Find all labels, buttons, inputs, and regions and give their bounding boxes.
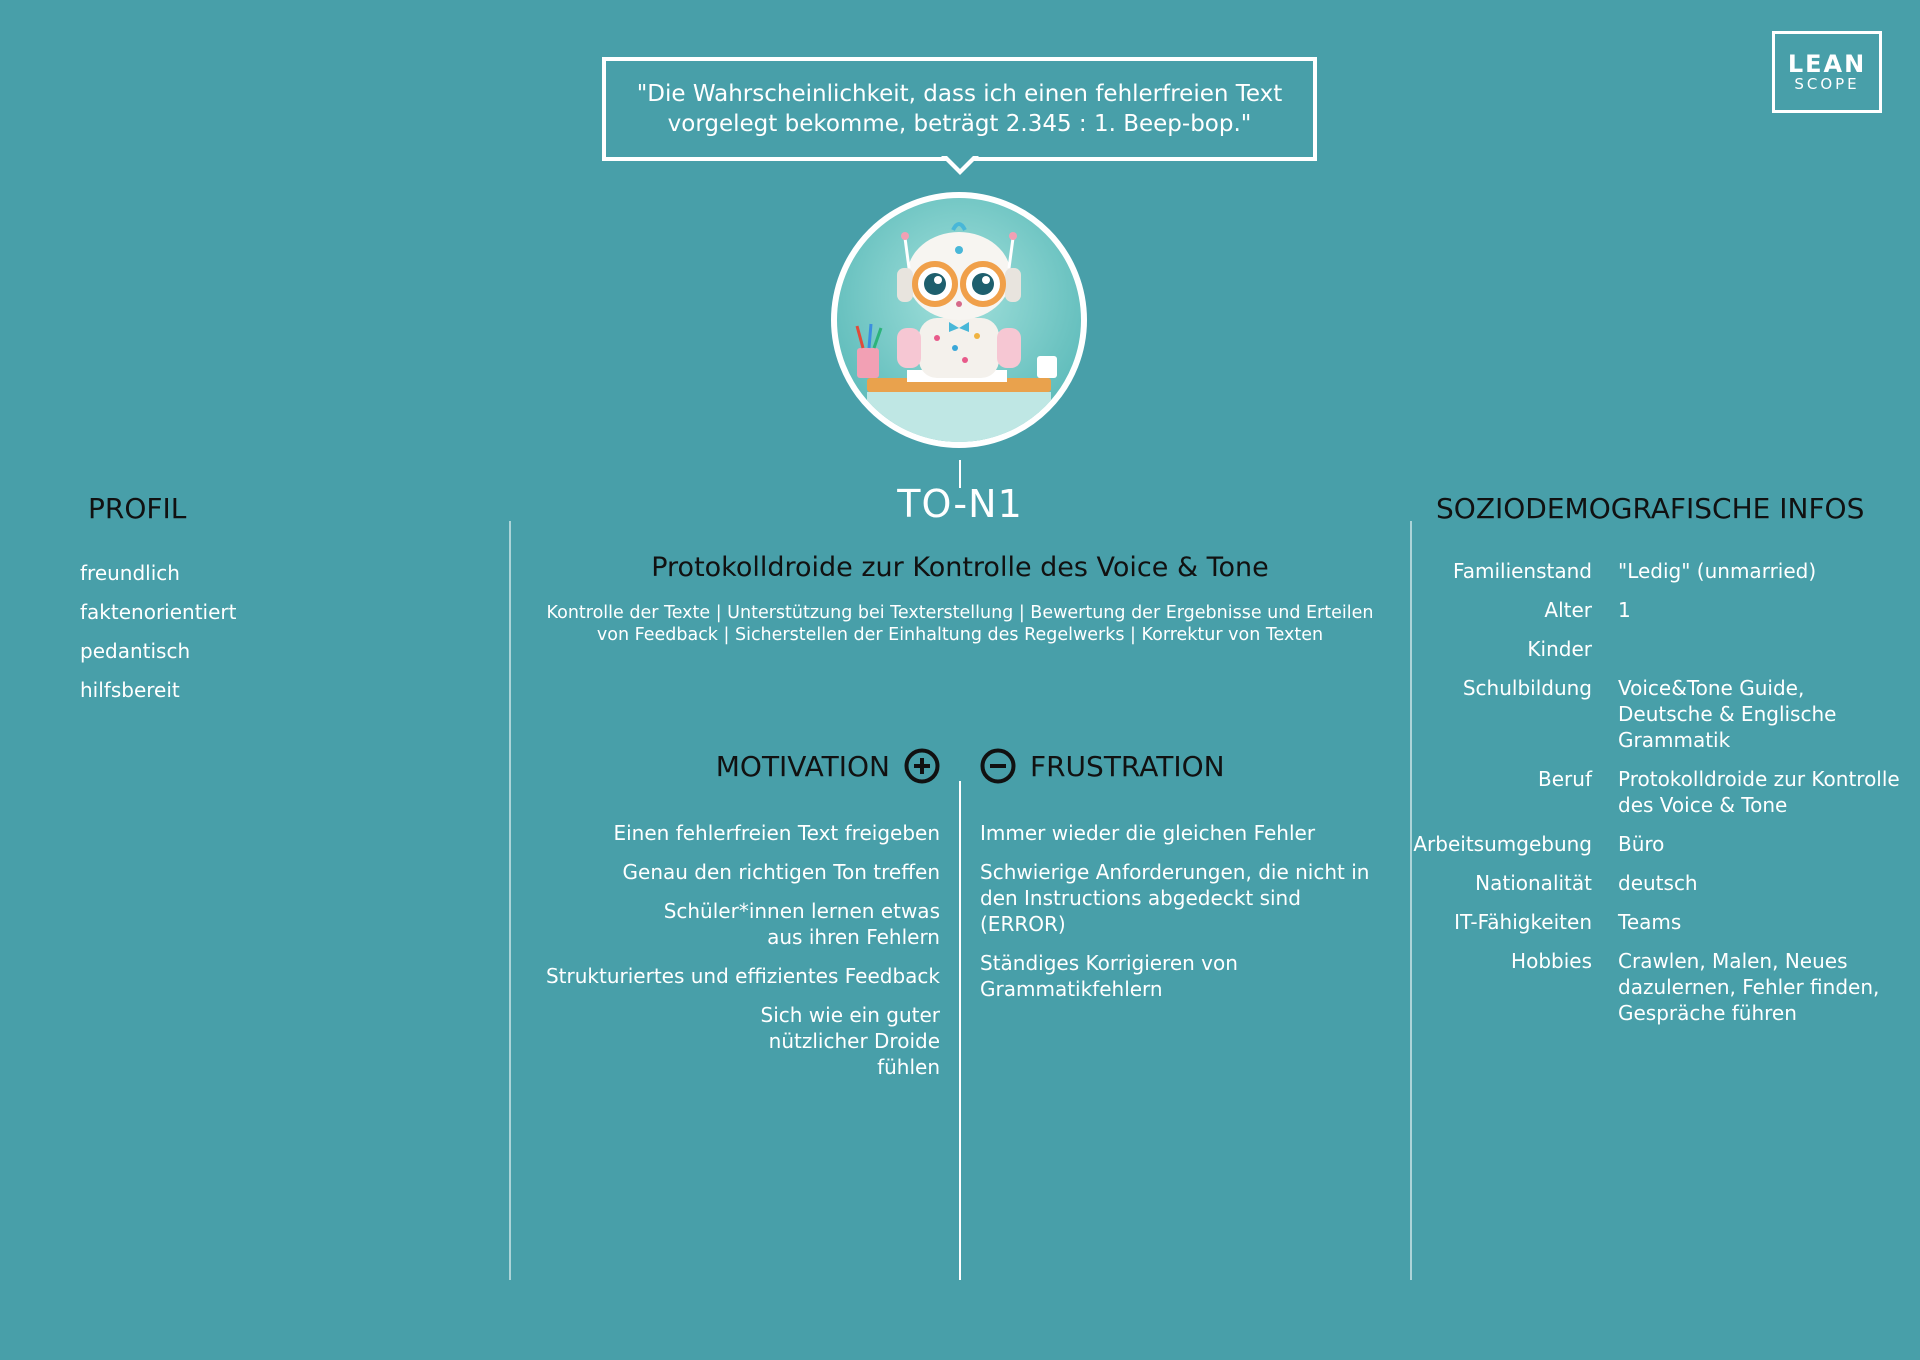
plus-circle-icon	[904, 748, 940, 784]
info-label: Beruf	[1538, 767, 1592, 791]
info-label: Familienstand	[1453, 559, 1592, 583]
sozio-info-table	[1400, 558, 1900, 1039]
motivation-heading: MOTIVATION	[715, 749, 890, 783]
profil-heading: PROFIL	[88, 492, 187, 525]
leanscope-logo	[1772, 31, 1882, 113]
info-row	[1400, 558, 1900, 584]
motivation-item: Strukturiertes und effizientes Feedback	[545, 964, 940, 988]
minus-circle-icon	[980, 748, 1016, 784]
info-value: Protokolldroide zur Kontrolle des Voice & Tone	[1618, 767, 1900, 817]
info-value: 1	[1618, 598, 1631, 622]
info-label: Schulbildung	[1462, 676, 1592, 700]
frustration-heading: FRUSTRATION	[1030, 749, 1225, 783]
motivation-item: Genau den richtigen Ton treffen	[622, 860, 940, 884]
motivation-item: Einen fehlerfreien Text freigeben	[613, 821, 940, 845]
profil-item: hilfsbereit	[80, 678, 180, 702]
info-row	[1400, 597, 1900, 623]
info-row	[1400, 948, 1900, 1026]
quote-bubble	[602, 57, 1317, 161]
profil-list	[80, 560, 236, 716]
logo-line-2: SCOPE	[1794, 74, 1860, 93]
info-label: Arbeitsumgebung	[1413, 832, 1592, 856]
frustration-item: Schwierige Anforderungen, die nicht in den Instructions abgedeckt sind (ERROR)	[980, 860, 1370, 936]
frustration-item: Ständiges Korrigieren von Grammatikfehlern	[980, 951, 1238, 1001]
info-row	[1400, 675, 1900, 753]
persona-tasks: Kontrolle der Texte | Unterstützung bei Texterstellung | Bewertung der Ergebnisse und Erteilen von Feedback | Sicherstellen der Einhaltung des Regelwerks | Korrektur von Texten	[546, 603, 1374, 645]
info-value	[1618, 636, 1900, 662]
info-label: Alter	[1544, 598, 1592, 622]
info-row	[1400, 909, 1900, 935]
profil-item: freundlich	[80, 561, 180, 585]
info-value: deutsch	[1618, 871, 1698, 895]
info-row	[1400, 636, 1900, 662]
frustration-list	[980, 820, 1400, 1015]
frustration-item: Immer wieder die gleichen Fehler	[980, 821, 1316, 845]
motivation-item: Sich wie ein guter nützlicher Droide fühlen	[760, 1003, 940, 1079]
info-value: Teams	[1618, 910, 1682, 934]
persona-avatar	[831, 192, 1087, 448]
info-value: Crawlen, Malen, Neues dazulernen, Fehler finden, Gespräche führen	[1618, 949, 1880, 1025]
frustration-header	[980, 748, 1340, 784]
info-row	[1400, 766, 1900, 818]
robot-avatar-icon	[837, 198, 1081, 442]
profil-item: faktenorientiert	[80, 600, 237, 624]
info-label: IT-Fähigkeiten	[1454, 910, 1592, 934]
info-row	[1400, 831, 1900, 857]
info-value: Voice&Tone Guide, Deutsche & Englische Grammatik	[1618, 676, 1837, 752]
info-value: "Ledig" (unmarried)	[1618, 559, 1817, 583]
info-row	[1400, 870, 1900, 896]
column-divider-left	[509, 521, 511, 1280]
column-divider-center	[959, 781, 961, 1280]
logo-line-1: LEAN	[1787, 49, 1867, 78]
persona-role: Protokolldroide zur Kontrolle des Voice & Tone	[651, 552, 1269, 583]
info-value: Büro	[1618, 832, 1665, 856]
profil-item: pedantisch	[80, 639, 191, 663]
info-label: Kinder	[1527, 637, 1592, 661]
motivation-header	[600, 748, 940, 784]
motivation-item: Schüler*innen lernen etwas aus ihren Fehlern	[663, 899, 940, 949]
persona-name: TO-N1	[897, 482, 1023, 526]
quote-bubble-tail-inner	[947, 156, 973, 169]
sozio-heading: SOZIODEMOGRAFISCHE INFOS	[1436, 492, 1865, 525]
motivation-list	[540, 820, 940, 1093]
info-label: Nationalität	[1475, 871, 1592, 895]
quote-text: "Die Wahrscheinlichkeit, dass ich einen fehlerfreien Text vorgelegt bekomme, beträgt 2.345 : 1. Beep-bop."	[636, 81, 1283, 137]
info-label: Hobbies	[1511, 949, 1592, 973]
